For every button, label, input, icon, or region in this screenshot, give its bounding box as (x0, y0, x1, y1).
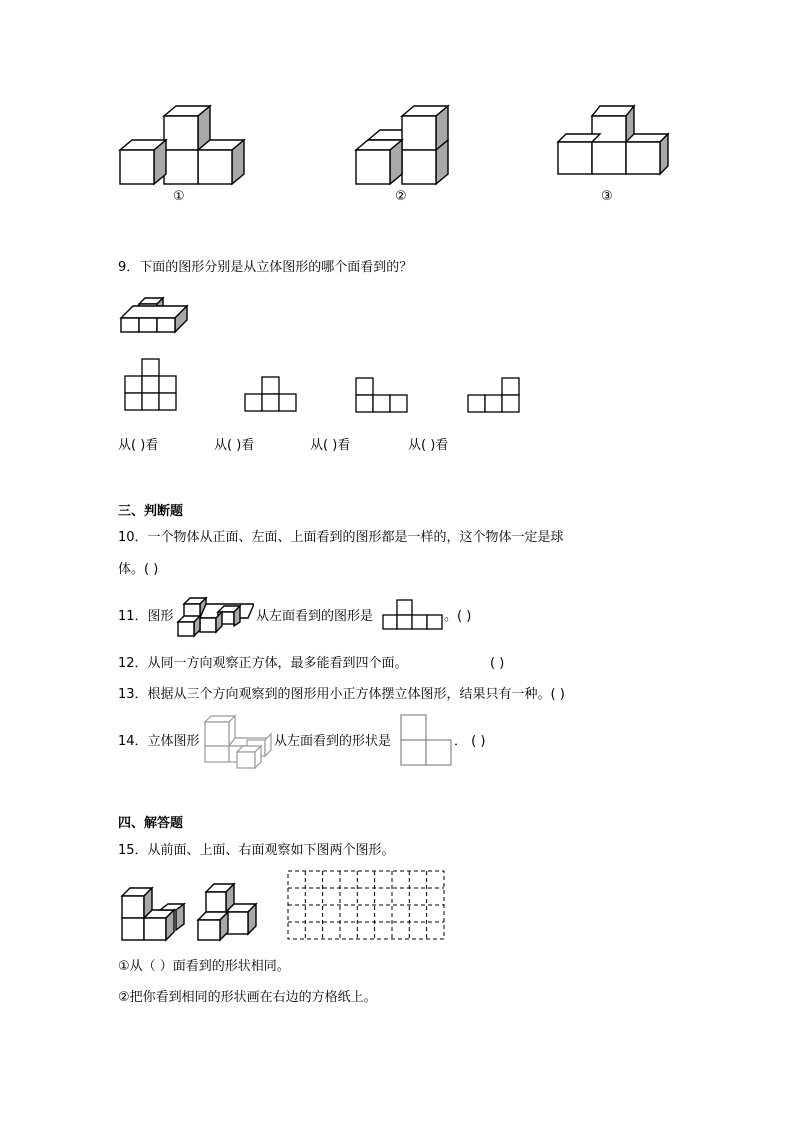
q9-view-a (124, 358, 180, 418)
q9-view-d (467, 377, 523, 419)
q15-dotted-grid-paper[interactable] (286, 869, 448, 947)
q9-solid-figure (119, 290, 191, 336)
q10-line1: 10．一个物体从正面、左面、上面看到的图形都是一样的，这个物体一定是球 (118, 530, 564, 545)
q15-solid-figure-1 (120, 884, 186, 946)
q9-prompt: 9．下面的图形分别是从立体图形的哪个面看到的？ (118, 260, 413, 275)
q12-text: 12．从同一方向观察正方体，最多能看到四个面。 (118, 656, 408, 671)
q9-view-c (355, 377, 411, 419)
q13-text[interactable]: 13．根据从三个方向观察到的图形用小正方体摆立体图形，结果只有一种。( ) (118, 687, 565, 702)
section-3-title: 三、判断题 (118, 504, 184, 519)
q14-middle: 从左面看到的形状是 (274, 734, 392, 749)
q11-view-figure (382, 598, 446, 636)
cube-figure-2 (354, 102, 454, 188)
section-4-title: 四、解答题 (118, 816, 184, 831)
q11-prefix: 11．图形 (118, 609, 174, 624)
q15-sub1[interactable]: ①从（ ）面看到的形状相同。 (118, 959, 290, 974)
q14-suffix[interactable]: ． ( ) (454, 734, 486, 749)
q11-solid-figure (174, 592, 254, 642)
cube-figure-1 (118, 102, 248, 188)
figure-label-3: ③ (601, 189, 613, 204)
q11-middle: 从左面看到的图形是 (256, 609, 374, 624)
q11-suffix[interactable]: 。( ) (444, 609, 472, 624)
q14-solid-figure (203, 714, 275, 774)
q9-answer-2[interactable]: 从( )看 (214, 438, 255, 453)
q9-answer-1[interactable]: 从( )看 (118, 438, 159, 453)
q15-solid-figure-2 (196, 880, 262, 946)
q10-line2[interactable]: 体。( ) (118, 562, 159, 577)
figure-label-2: ② (395, 189, 407, 204)
q9-view-b (244, 376, 300, 418)
q15-sub2: ②把你看到相同的形状画在右边的方格纸上。 (118, 990, 377, 1005)
q15-prompt: 15．从前面、上面、右面观察如下图两个图形。 (118, 843, 395, 858)
q12-paren[interactable]: ( ) (490, 656, 505, 671)
q9-answer-3[interactable]: 从( )看 (310, 438, 351, 453)
cube-figure-3 (556, 102, 676, 178)
figure-label-1: ① (173, 189, 185, 204)
q14-view-figure (400, 714, 454, 772)
q14-prefix: 14．立体图形 (118, 734, 200, 749)
q9-answer-4[interactable]: 从( )看 (408, 438, 449, 453)
